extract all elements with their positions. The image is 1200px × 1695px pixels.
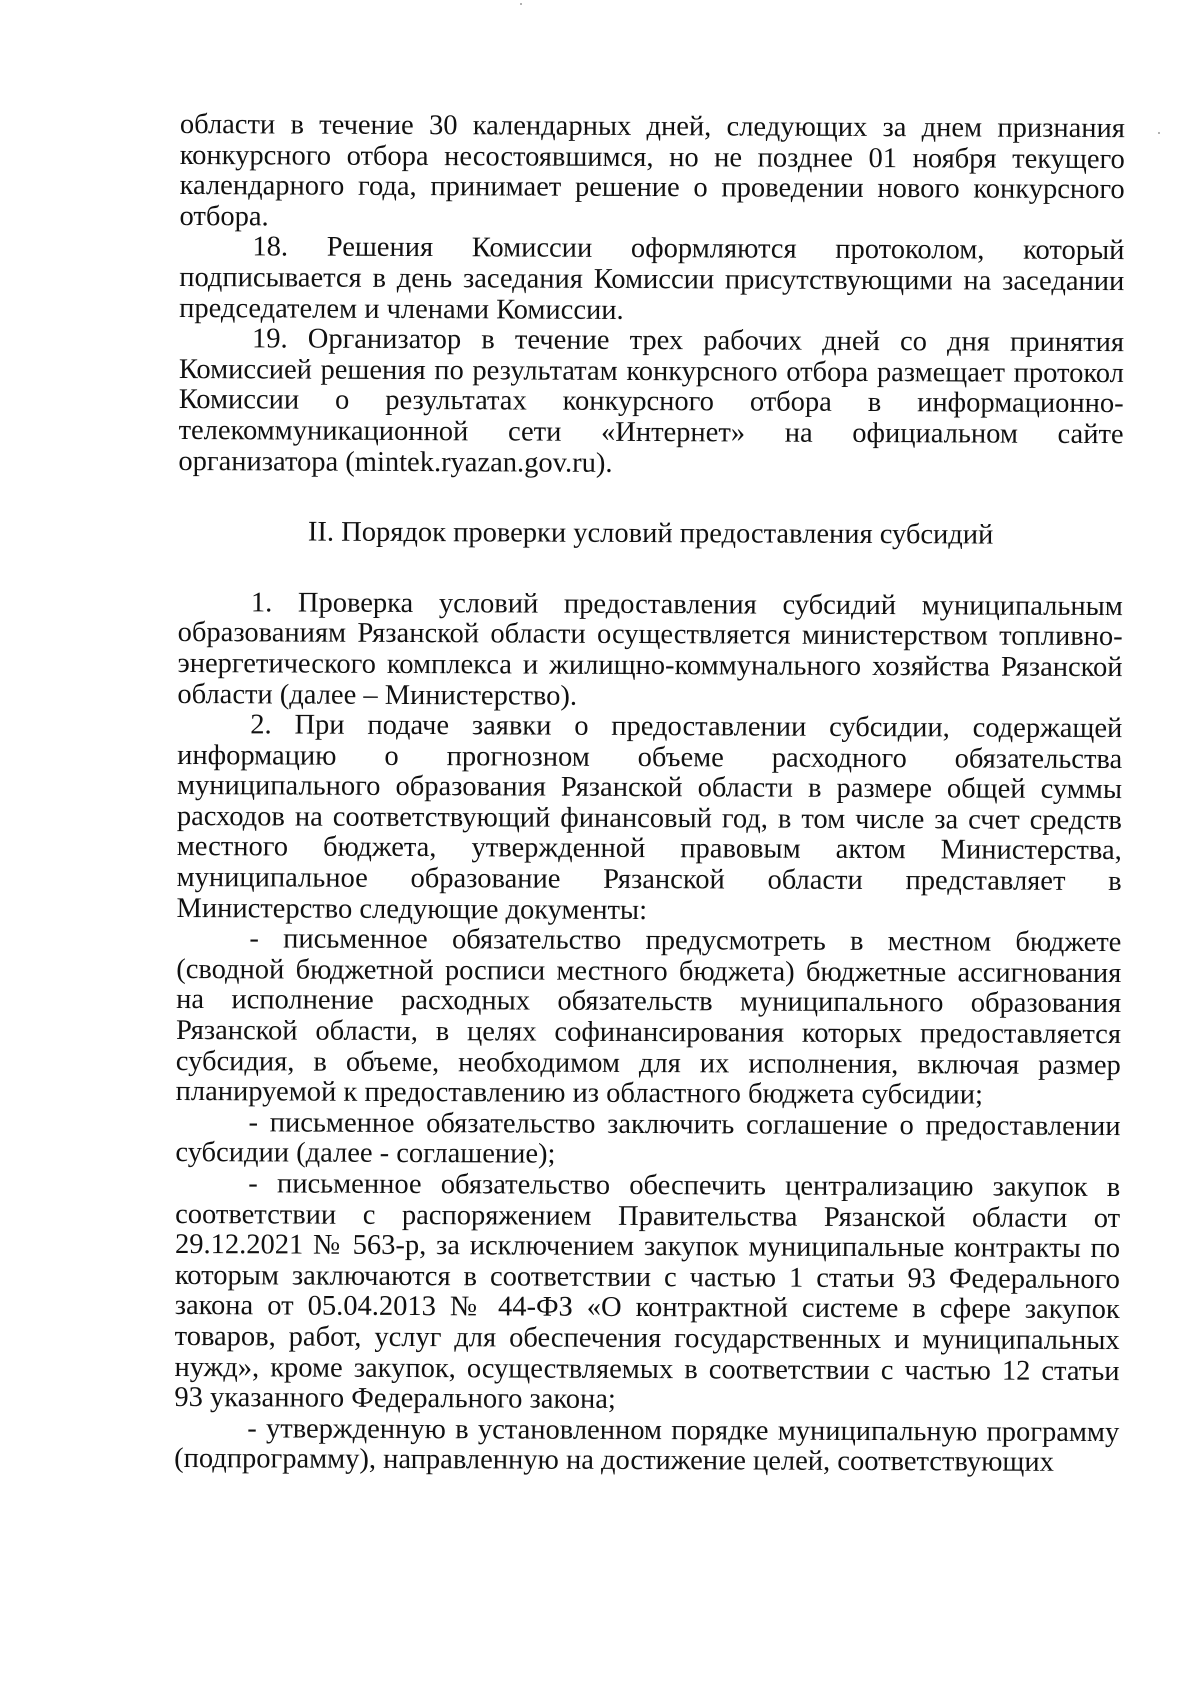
section-item-1: 1. Проверка условий предоставления субсидий муниципальным образованиям Рязанской области осуществляется министерством топливно-энергетического комплекса и жилищно-коммунального хозяйства Рязанской области (далее – Министерство). [177,587,1123,712]
section-title: II. Порядок проверки условий предоставления субсидий [307,516,994,551]
bullet-item: - письменное обязательство заключить соглашение о предоставлении субсидии (далее - соглашение); [175,1107,1121,1171]
bullet-item: - письменное обязательство предусмотреть в местном бюджете (сводной бюджетной росписи местного бюджета) бюджетные ассигнования на исполнение расходных обязательств муниципального образования Рязанской области, в целях софинансирования которых предоставляется субсидия, в объеме, необходимом для их исполнения, включая размер планируемой к предоставлению из областного бюджета субсидии; [175,923,1122,1111]
intro-paragraph: области в течение 30 календарных дней, следующих за днем признания конкурсного отбора несостоявшимся, но не позднее 01 ноября текущего календарного года, принимает решение о проведении нового конкурсного отбора. [179,109,1125,233]
scan-speck [520,3,522,5]
item-19: 19. Организатор в течение трех рабочих дней со дня принятия Комиссией решения по результатам конкурсного отбора размещает протокол Комиссии о результатах конкурсного отбора в информационно-телекоммуникационной сети «Интернет» на официальном сайте организатора (mintek.ryazan.gov.ru). [178,323,1125,479]
bullet-item: - письменное обязательство обеспечить централизацию закупок в соответствии с распоряжением Правительства Рязанской области от 29.12.2021 № 563-р, за исключением закупок муниципальные контракты по которым заключаются в соответствии с частью 1 статьи 93 Федерального закона от 05.04.2013 № 44-ФЗ «О контрактной системе в сфере закупок товаров, работ, услуг для обеспечения государственных и муниципальных нужд», кроме закупок, осуществляемых в соответствии с частью 12 статьи 93 указанного Федерального закона; [174,1168,1121,1416]
document-body [174,110,1125,1479]
item-18: 18. Решения Комиссии оформляются протоколом, который подписывается в день заседания Комиссии присутствующими на заседании председателем и членами Комиссии. [179,231,1125,326]
bullet-item: - утвержденную в установленном порядке муниципальную программу (подпрограмму), направленную на достижение целей, соответствующих [174,1413,1120,1479]
section-item-2: 2. При подаче заявки о предоставлении субсидии, содержащей информацию о прогнозном объеме расходного обязательства муниципального образования Рязанской области в размере общей суммы расходов на соответствующий финансовый год, в том числе за счет средств местного бюджета, утвержденной правовым актом Министерства, муниципальное образование Рязанской области представляет в Министерство следующие документы: [176,709,1123,926]
scan-speck [1158,132,1160,134]
